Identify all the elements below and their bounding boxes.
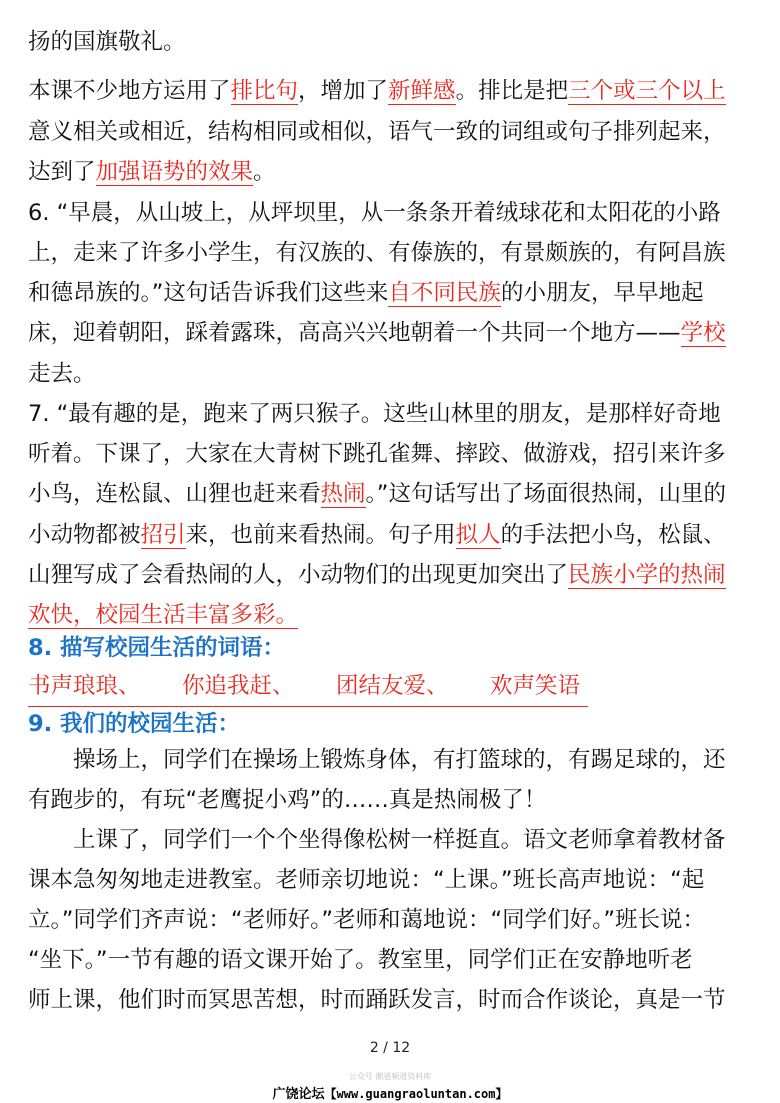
text: 的手法把小鸟，松鼠、 bbox=[500, 522, 726, 548]
watermark: 公众号 潮爸频道资料库 bbox=[348, 1072, 432, 1081]
footer bbox=[0, 1083, 780, 1102]
text: 7. “最有趣的是，跑来了两只猴子。这些山林里的朋友，是那样好奇地 bbox=[28, 401, 721, 427]
text-line bbox=[28, 152, 752, 192]
text-line: 立。”同学们齐声说：“老师好。”老师和蔼地说：“同学们好。”班长说： bbox=[28, 907, 706, 933]
text: ，增加了 bbox=[298, 78, 389, 104]
text: 本课不少地方运用了 bbox=[28, 78, 231, 104]
text: 。 bbox=[253, 159, 276, 185]
text: 。”这句话写出了场面很热闹，山里的 bbox=[365, 481, 726, 507]
text-line: 课本急匆匆地走进教室。老师亲切地说：“上课。”班长高声地说：“起 bbox=[28, 867, 705, 893]
text-line: “坐下。”一节有趣的语文课开始了。教室里，同学们正在安静地听老 bbox=[28, 947, 693, 973]
term-item: 欢声笑语 bbox=[490, 673, 581, 699]
term-item: 团结友爱、 bbox=[336, 673, 449, 699]
text-line bbox=[28, 22, 752, 62]
text: 来，也前来看热闹。句子用 bbox=[185, 522, 456, 548]
text: 的小朋友，早早地起 bbox=[500, 280, 704, 306]
footer-label: 广饶论坛 bbox=[272, 1087, 325, 1102]
highlight-term: 拟人 bbox=[455, 522, 501, 548]
text-line bbox=[28, 313, 752, 353]
text-line bbox=[28, 515, 752, 555]
highlight-term: 学校 bbox=[680, 320, 726, 346]
highlight-term: 新鲜感 bbox=[388, 78, 456, 104]
highlight-term: 招引 bbox=[140, 522, 186, 548]
text: 达到了 bbox=[28, 159, 96, 185]
text-line bbox=[28, 112, 752, 152]
highlight-term: 自不同民族 bbox=[388, 280, 501, 306]
text-line: 操场上，同学们在操场上锻炼身体，有打篮球的，有踢足球的，还 bbox=[73, 747, 726, 773]
text: 和德昂族的。”这句话告诉我们这些来 bbox=[28, 280, 389, 306]
text-line bbox=[28, 233, 752, 273]
text-line bbox=[28, 394, 752, 434]
highlight-term: 欢快，校园生活丰富多彩。 bbox=[28, 602, 299, 628]
text-line bbox=[28, 71, 752, 111]
text: 。排比是把 bbox=[455, 78, 569, 104]
term-list bbox=[28, 666, 588, 707]
text-line: 上课了，同学们一个个坐得像松树一样挺直。语文老师拿着教材备 bbox=[73, 827, 726, 853]
highlight-term: 三个或三个以上 bbox=[568, 78, 726, 104]
text-line: 有跑步的，有玩“老鹰捉小鸡”的……真是热闹极了！ bbox=[28, 787, 547, 813]
text: 听着。下课了，大家在大青树下跳孔雀舞、摔跤、做游戏，招引来许多 bbox=[28, 441, 726, 467]
text: 扬的国旗敬礼。 bbox=[28, 29, 186, 55]
text: 上，走来了许多小学生，有汉族的、有傣族的，有景颇族的，有阿昌族 bbox=[28, 240, 726, 266]
text-line bbox=[28, 193, 752, 233]
text: 床，迎着朝阳，踩着露珠，高高兴兴地朝着一个共同一个地方—— bbox=[28, 320, 681, 346]
text: 小鸟，连松鼠、山狸也赶来看 bbox=[28, 481, 321, 507]
text-line bbox=[28, 474, 752, 514]
highlight-term: 加强语势的效果 bbox=[95, 159, 254, 185]
highlight-term: 热闹 bbox=[320, 481, 366, 507]
text-line bbox=[28, 354, 752, 394]
text: 山狸写成了会看热闹的人，小动物们的出现更加突出了 bbox=[28, 562, 569, 588]
footer-url[interactable]: 【www.guangraoluntan.com】 bbox=[324, 1087, 508, 1101]
text: 6. “早晨，从山坡上，从坪坝里，从一条条开着绒球花和太阳花的小路 bbox=[28, 200, 721, 226]
text: 走去。 bbox=[28, 361, 96, 387]
text-line bbox=[28, 555, 752, 595]
section-heading: 9. 我们的校园生活： bbox=[28, 711, 241, 737]
section-heading: 8. 描写校园生活的词语： bbox=[28, 635, 286, 661]
term-item: 你追我赶、 bbox=[182, 673, 295, 699]
text-line: 师上课，他们时而冥思苦想，时而踊跃发言，时而合作谈论，真是一节 bbox=[28, 987, 726, 1013]
term-item: 书声琅琅、 bbox=[28, 673, 141, 699]
text-line bbox=[28, 434, 752, 474]
text: 小动物都被 bbox=[28, 522, 141, 548]
highlight-term: 民族小学的热闹 bbox=[568, 562, 726, 588]
text: 意义相关或相近，结构相同或相似，语气一致的词组或句子排列起来， bbox=[28, 119, 726, 145]
page-number: 2 / 12 bbox=[369, 1040, 411, 1056]
text-line bbox=[28, 273, 752, 313]
highlight-term: 排比句 bbox=[230, 78, 299, 104]
